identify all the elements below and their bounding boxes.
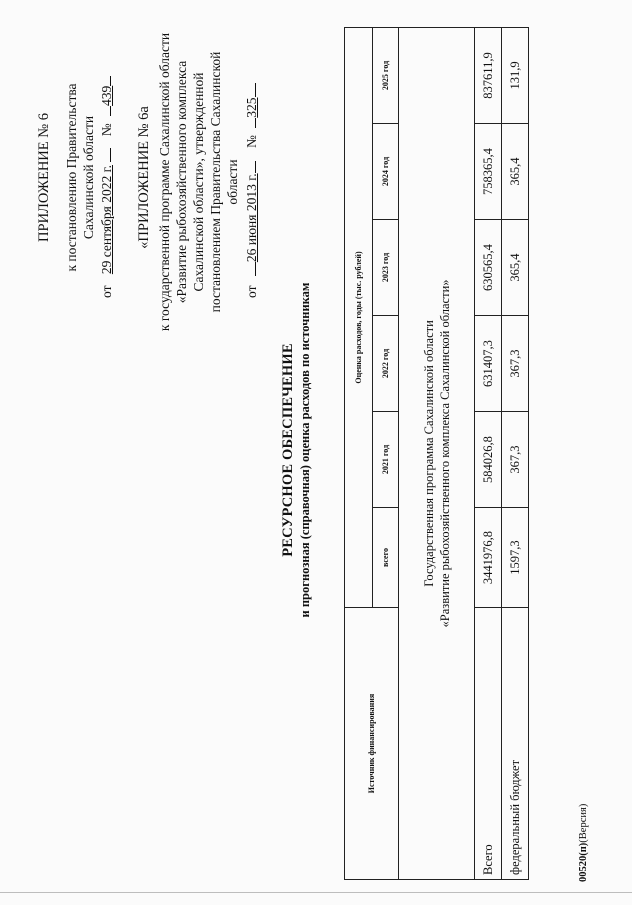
cell-value: 631407,3 — [475, 316, 502, 412]
header-year: 2022 год — [373, 316, 399, 412]
cell-value: 365,4 — [502, 220, 529, 316]
cell-value: 131,9 — [502, 27, 529, 123]
appendix-date-line — [99, 38, 115, 298]
original-number-underline-left — [255, 118, 256, 128]
header-source: Источник финансирования — [345, 608, 399, 880]
header-estimate: Оценка расходов, годы (тыс. рублей) — [345, 27, 373, 607]
row-label: федеральный бюджет — [502, 608, 529, 880]
cell-total: 1597,3 — [502, 508, 529, 608]
table-header-row — [345, 27, 373, 879]
version-footer — [578, 804, 589, 882]
original-number: 325 — [244, 97, 259, 118]
header-total: всего — [373, 508, 399, 608]
original-appendix-title: «ПРИЛОЖЕНИЕ № 6а — [136, 106, 152, 249]
header-year: 2021 год — [373, 412, 399, 508]
document-title: РЕСУРСНОЕ ОБЕСПЕЧЕНИЕ — [280, 343, 296, 557]
original-date-underline-left — [255, 262, 256, 276]
program-name-cell — [399, 27, 475, 879]
original-date-underline-right — [255, 161, 256, 173]
cell-total: 3441976,8 — [475, 508, 502, 608]
original-appendix-body: к государственной программе Сахалинской области «Развитие рыбохозяйственного комплекса Сахалинской области», утвержденной постановлением Правительства Сахалинской области — [157, 32, 240, 332]
rotated-document-page — [18, 10, 598, 890]
appendix-line-2: Сахалинской области — [81, 115, 96, 240]
header-year: 2024 год — [373, 124, 399, 220]
original-number-underline-right — [255, 83, 256, 97]
appendix-date: 29 сентября 2022 г. — [99, 164, 114, 275]
appendix-line-1: к постановлению Правительства — [64, 83, 79, 272]
version-label: (Версия) — [578, 803, 589, 843]
header-year: 2023 год — [373, 220, 399, 316]
program-name-line-1: Государственная программа Сахалинской области — [421, 320, 436, 587]
header-year: 2025 год — [373, 27, 399, 123]
program-row — [399, 27, 475, 879]
original-date: 26 июня 2013 г. — [244, 173, 259, 263]
number-underline-left — [110, 106, 111, 116]
cell-value: 758365,4 — [475, 124, 502, 220]
number-underline-right — [110, 76, 111, 86]
scan-edge-line — [0, 892, 632, 893]
document-subtitle: и прогнозная (справочная) оценка расходов по источникам — [298, 282, 312, 618]
appendix-number: 439 — [99, 85, 114, 106]
original-appendix-date-line — [244, 38, 260, 298]
original-date-prefix: от — [244, 285, 259, 298]
cell-value: 837611,9 — [475, 27, 502, 123]
cell-value: 365,4 — [502, 124, 529, 220]
row-label: Всего — [475, 608, 502, 880]
table-row — [475, 27, 502, 879]
cell-value: 584026,8 — [475, 412, 502, 508]
original-number-label: № — [244, 135, 259, 148]
cell-value: 367,3 — [502, 412, 529, 508]
date-underline — [110, 148, 111, 162]
appendix-date-prefix: от — [99, 285, 114, 298]
financing-table — [344, 27, 529, 880]
cell-value: 630565,4 — [475, 220, 502, 316]
program-name-line-2: «Развитие рыбохозяйственного комплекса Сахалинской области» — [437, 279, 452, 628]
document-code: 00520(п) — [578, 842, 589, 882]
appendix-title: ПРИЛОЖЕНИЕ № 6 — [36, 113, 52, 242]
cell-value: 367,3 — [502, 316, 529, 412]
appendix-number-label: № — [99, 123, 114, 137]
table-row — [502, 27, 529, 879]
